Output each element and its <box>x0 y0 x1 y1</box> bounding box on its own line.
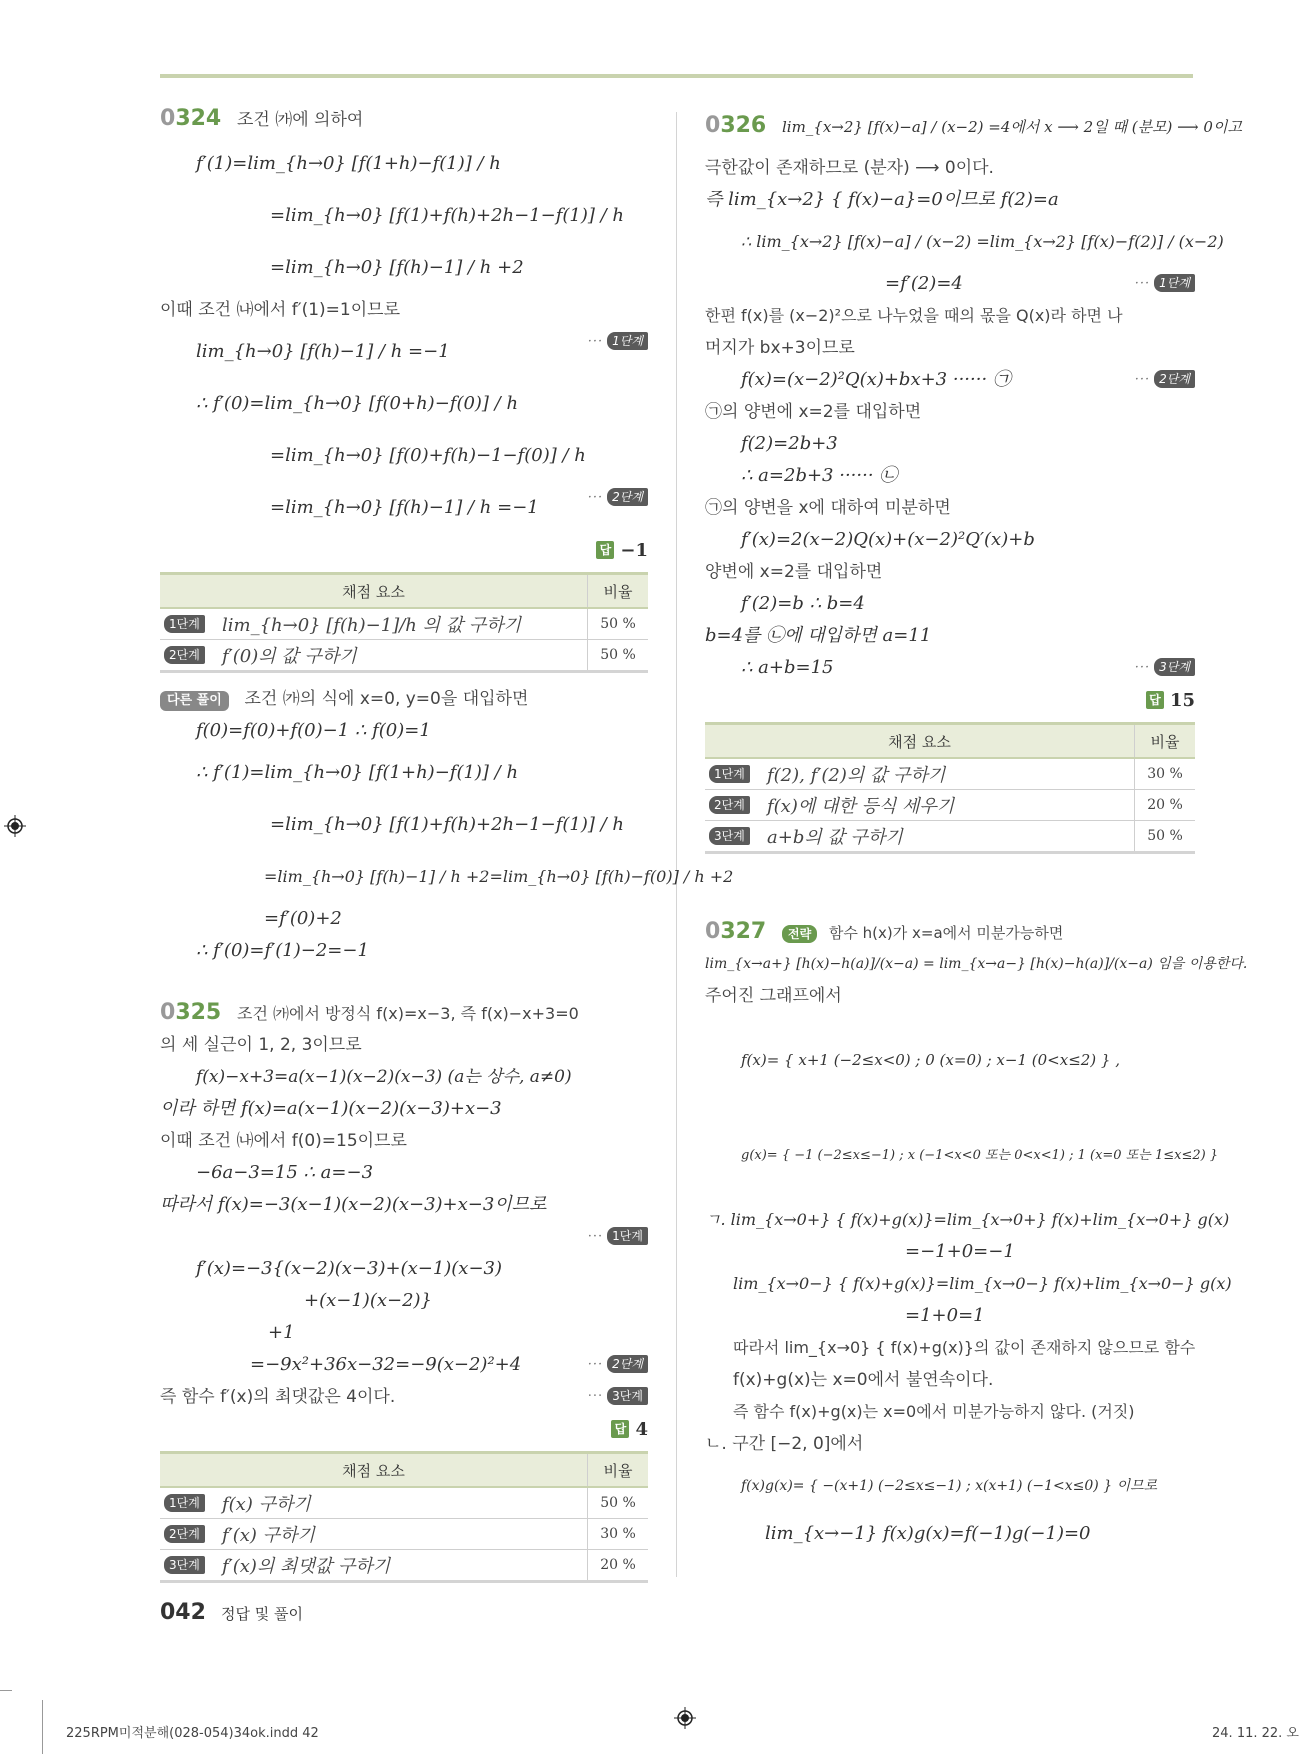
page-title: 정답 및 풀이 <box>221 1605 304 1623</box>
text-line: 주어진 그래프에서 <box>705 986 842 1006</box>
equation: f′(2)=b ∴ b=4 <box>741 593 865 614</box>
equation: =1+0=1 <box>905 1305 985 1326</box>
equation: lim_{x→0−} { f(x)+g(x)}=lim_{x→0−} f(x)+lim_{x→0−} g(x) <box>733 1274 1232 1293</box>
step-marker: ··· 2단계 <box>1135 370 1195 389</box>
question-number: 0325 <box>160 1000 222 1025</box>
registration-mark-icon <box>674 1707 696 1729</box>
registration-mark-icon <box>4 815 26 837</box>
text-line: f(x)+g(x)는 x=0에서 불연속이다. <box>733 1370 994 1390</box>
equation: f(x)−x+3=a(x−1)(x−2)(x−3) (a는 상수, a≠0) <box>196 1067 572 1087</box>
step-marker: ··· 2단계 <box>588 1355 648 1374</box>
text-line: ㄴ. 구간 [−2, 0]에서 <box>705 1434 864 1454</box>
step-marker: ··· 1단계 <box>588 1227 648 1246</box>
answer-icon: 답 <box>1146 691 1164 709</box>
equation: ∴ lim_{x→2} [f(x)−a] / (x−2) =lim_{x→2} [f(x)−f(2)] / (x−2) <box>741 232 1224 251</box>
alt-solution-tag: 다른 풀이 <box>160 691 229 711</box>
equation: lim_{x→−1} f(x)g(x)=f(−1)g(−1)=0 <box>765 1523 1091 1544</box>
equation: 즉 lim_{x→2} { f(x)−a}=0이므로 f(2)=a <box>705 189 1059 210</box>
text-line: 즉 함수 f(x)+g(x)는 x=0에서 미분가능하지 않다. (거짓) <box>733 1402 1135 1421</box>
answer-icon: 답 <box>596 541 614 559</box>
equation: =−9x²+36x−32=−9(x−2)²+4 ··· 2단계 <box>160 1349 648 1381</box>
strategy-tag: 전략 <box>782 925 817 943</box>
step-row <box>160 1221 648 1253</box>
table-row: 1단계 f(2), f′(2)의 값 구하기 30 % <box>705 758 1195 790</box>
q0327-header: 0327 전략 함수 h(x)가 x=a에서 미분가능하면 <box>705 919 1064 944</box>
equation: +1 <box>268 1322 295 1343</box>
equation: =lim_{h→0} [f(h)−1] / h +2=lim_{h→0} [f(h)−f(0)] / h +2 <box>264 867 734 886</box>
question-number: 0326 <box>705 113 767 138</box>
table-row: 2단계 f′(x) 구하기 30 % <box>160 1519 648 1550</box>
equation: f(x)=(x−2)²Q(x)+bx+3 ······ ㉠ ··· 2단계 <box>705 364 1195 396</box>
alt-solution-header: 다른 풀이 조건 ㈎의 식에 x=0, y=0을 대입하면 <box>160 683 648 715</box>
q0326-header: 0326 lim_{x→2} [f(x)−a] / (x−2) =4에서 x ⟶ 2일 때 (분모) ⟶ 0이고 <box>705 113 1242 138</box>
equation: f′(x)=2(x−2)Q(x)+(x−2)²Q′(x)+b <box>741 529 1035 550</box>
equation: +(x−1)(x−2)} <box>304 1290 432 1311</box>
equation: 따라서 f(x)=−3(x−1)(x−2)(x−3)+x−3이므로 <box>160 1194 547 1215</box>
q0325-header: 0325 조건 ㈎에서 방정식 f(x)=x−3, 즉 f(x)−x+3=0 <box>160 1000 579 1025</box>
scoring-table: 채점 요소 비율 1단계 f(2), f′(2)의 값 구하기 30 % 2단계 f(x)에 대한 등식 세우기 20 % 3단계 a+b의 값 구하기 50 % <box>705 722 1195 854</box>
answer: 답 4 <box>160 1413 648 1447</box>
page-number: 042 <box>160 1600 206 1625</box>
table-row: 3단계 f′(x)의 최댓값 구하기 20 % <box>160 1550 648 1582</box>
answer-icon: 답 <box>611 1420 629 1438</box>
table-row: 2단계 f(x)에 대한 등식 세우기 20 % <box>705 790 1195 821</box>
slug-date: 24. 11. 22. 오 <box>1212 1726 1299 1741</box>
equation: ∴ f′(0)=f′(1)−2=−1 <box>196 940 369 961</box>
equation: lim_{h→0} [f(h)−1] / h =−1 ··· 1단계 <box>160 326 648 378</box>
table-row: 1단계 lim_{h→0} [f(h)−1]/h 의 값 구하기 50 % <box>160 608 648 640</box>
equation: =−1+0=−1 <box>905 1241 1015 1262</box>
step-marker: ··· 2단계 <box>588 488 648 507</box>
right-column <box>705 100 1248 1550</box>
text-line: ㉠의 양변에 x=2를 대입하면 <box>705 402 922 422</box>
text-line: 한편 f(x)를 (x−2)²으로 나누었을 때의 몫을 Q(x)라 하면 나 <box>705 306 1123 325</box>
question-number: 0324 <box>160 106 222 131</box>
step-marker: ··· 1단계 <box>1135 274 1195 293</box>
text-line: 머지가 bx+3이므로 <box>705 338 855 358</box>
q0324-header <box>160 100 648 138</box>
equation: b=4를 ㉡에 대입하면 a=11 <box>705 625 932 646</box>
equation: =lim_{h→0} [f(1)+f(h)+2h−1−f(1)] / h <box>270 205 625 226</box>
crop-mark <box>42 1700 43 1754</box>
equation: ∴ a=2b+3 ······ ㉡ <box>741 465 898 486</box>
equation: lim_{x→a+} [h(x)−h(a)]/(x−a) = lim_{x→a−} [h(x)−h(a)]/(x−a) 임을 이용한다. <box>705 956 1248 972</box>
equation: f(2)=2b+3 <box>741 433 838 454</box>
table-row: 2단계 f′(0)의 값 구하기 50 % <box>160 640 648 672</box>
equation: =f′(2)=4 ··· 1단계 <box>705 268 1195 300</box>
step-marker: ··· 3단계 <box>588 1387 648 1406</box>
step-badge: 2단계 <box>607 488 648 506</box>
column-divider <box>676 112 677 1577</box>
text-line: 양변에 x=2를 대입하면 <box>705 562 883 582</box>
equation: =lim_{h→0} [f(h)−1] / h +2 <box>270 257 524 278</box>
scoring-table: 채점 요소 비율 1단계 f(x) 구하기 50 % 2단계 f′(x) 구하기 30 % 3단계 f′(x)의 최댓값 구하기 20 % <box>160 1451 648 1583</box>
text-line: 즉 함수 f′(x)의 최댓값은 4이다. ··· 3단계 <box>160 1381 648 1413</box>
equation: =lim_{h→0} [f(0)+f(h)−1−f(0)] / h <box>270 445 586 466</box>
question-number: 0327 <box>705 919 767 944</box>
equation: ∴ f′(1)=lim_{h→0} [f(1+h)−f(1)] / h <box>196 762 519 783</box>
table-row: 3단계 a+b의 값 구하기 50 % <box>705 821 1195 853</box>
left-column <box>160 100 734 1593</box>
equation: −6a−3=15 ∴ a=−3 <box>196 1162 374 1183</box>
piecewise-g: g(x)= { −1 (−2≤x≤−1) ; x (−1<x<0 또는 0<x<1) ; 1 (x=0 또는 1≤x≤2) } <box>741 1148 1219 1163</box>
q0324-intro: 조건 ㈎에 의하여 <box>236 110 364 130</box>
scoring-table: 채점 요소 비율 1단계 lim_{h→0} [f(h)−1]/h 의 값 구하기 50 % 2단계 f′(0)의 값 구하기 50 % <box>160 572 648 673</box>
equation: f′(1)=lim_{h→0} [f(1+h)−f(1)] / h <box>196 153 501 174</box>
text-line: 의 세 실근이 1, 2, 3이므로 <box>160 1035 362 1055</box>
top-rule <box>160 74 1193 78</box>
equation: =lim_{h→0} [f(h)−1] / h =−1 ··· 2단계 <box>160 482 648 534</box>
piecewise-fg: f(x)g(x)= { −(x+1) (−2≤x≤−1) ; x(x+1) (−1<x≤0) } 이므로 <box>741 1478 1158 1494</box>
equation: ㄱ. lim_{x→0+} { f(x)+g(x)}=lim_{x→0+} f(x)+lim_{x→0+} g(x) <box>705 1210 1230 1229</box>
equation: f′(x)=−3{(x−2)(x−3)+(x−1)(x−3) <box>196 1258 503 1279</box>
answer: 답 15 <box>705 684 1195 718</box>
equation: =lim_{h→0} [f(1)+f(h)+2h−1−f(1)] / h <box>270 814 625 835</box>
answer: 답 −1 <box>160 534 648 568</box>
text-line: 이때 조건 ㈏에서 f′(1)=1이므로 <box>160 300 400 320</box>
text-line: 극한값이 존재하므로 (분자) ⟶ 0이다. <box>705 158 994 178</box>
equation: f(0)=f(0)+f(0)−1 ∴ f(0)=1 <box>196 720 431 741</box>
text-line: 따라서 lim_{x→0} { f(x)+g(x)}의 값이 존재하지 않으므로 함수 <box>733 1338 1196 1357</box>
slug-file: 225RPM미적분해(028-054)34ok.indd 42 <box>66 1726 319 1741</box>
text-line: 이때 조건 ㈏에서 f(0)=15이므로 <box>160 1131 407 1151</box>
step-badge: 1단계 <box>607 332 648 350</box>
text-line: ㉠의 양변을 x에 대하여 미분하면 <box>705 498 951 518</box>
step-marker: ··· 3단계 <box>1135 658 1195 677</box>
equation: 이라 하면 f(x)=a(x−1)(x−2)(x−3)+x−3 <box>160 1098 502 1119</box>
piecewise-f: f(x)= { x+1 (−2≤x<0) ; 0 (x=0) ; x−1 (0<x≤2) } , <box>741 1051 1120 1069</box>
equation: ∴ f′(0)=lim_{h→0} [f(0+h)−f(0)] / h <box>196 393 519 414</box>
crop-mark <box>0 1690 12 1691</box>
table-row: 1단계 f(x) 구하기 50 % <box>160 1487 648 1519</box>
page-footer <box>160 1600 303 1625</box>
step-marker: ··· 1단계 <box>588 332 648 351</box>
equation: =f′(0)+2 <box>264 908 342 929</box>
equation: ∴ a+b=15 ··· 3단계 <box>705 652 1195 684</box>
